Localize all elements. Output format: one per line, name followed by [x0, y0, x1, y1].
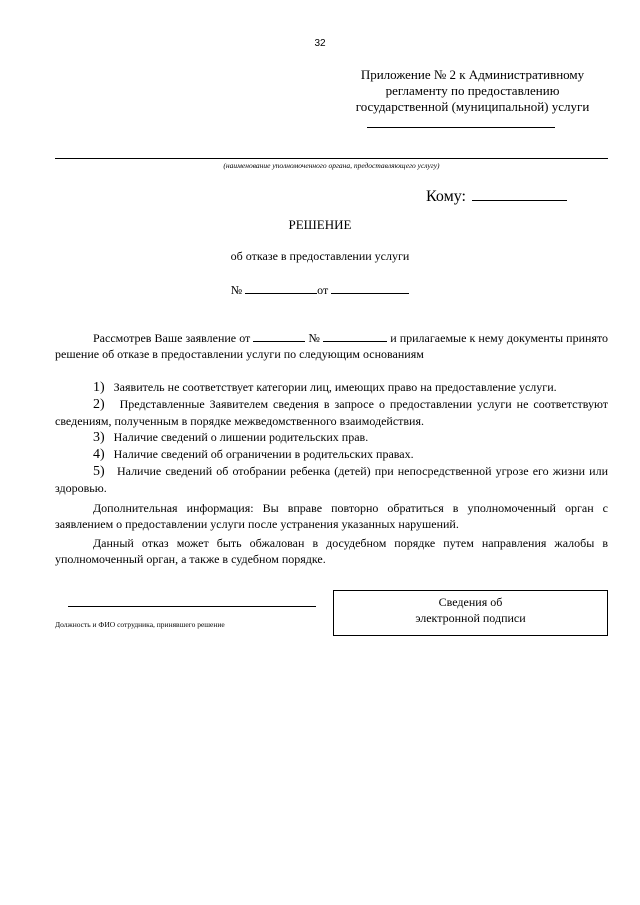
application-number-blank — [323, 329, 387, 342]
electronic-signature-box — [333, 590, 608, 636]
document-title: РЕШЕНИЕ — [288, 217, 352, 232]
org-name-caption: (наименование уполномоченного органа, предоставляющего услугу) — [223, 161, 440, 170]
decision-number-line — [0, 281, 640, 298]
recipient-field — [426, 186, 567, 206]
date-label: от — [317, 283, 329, 297]
intro-text-2: № — [308, 331, 321, 345]
appendix-underline — [367, 127, 555, 128]
esig-line-2: электронной подписи — [415, 611, 526, 625]
intro-text-1: Рассмотрев Ваше заявление от — [93, 331, 251, 345]
appeal-paragraph: Данный отказ может быть обжалован в досудебном порядке путем направления жалобы в уполномоченный орган, а также в судебном порядке. — [55, 536, 608, 566]
reason-item: 2) Представленные Заявителем сведения в запросе о предоставлении услуги не соответствуют сведениям, полученным в порядке межведомственного взаимодействия. — [55, 397, 608, 428]
recipient-blank — [472, 186, 567, 201]
document-subtitle: об отказе в предоставлении услуги — [230, 249, 410, 263]
intro-paragraph — [55, 329, 608, 362]
appendix-line-3: государственной (муниципальной) услуги — [355, 99, 590, 114]
page-number: 32 — [314, 38, 326, 49]
appendix-header — [350, 67, 595, 115]
additional-info-paragraph: Дополнительная информация: Вы вправе повторно обратиться в уполномоченный орган с заявлением о предоставлении услуги после устранения указанных нарушений. — [55, 501, 608, 531]
appendix-line-1: Приложение № 2 к Административному — [360, 67, 585, 82]
number-label: № — [230, 283, 243, 297]
appendix-line-2: регламенту по предоставлению — [385, 83, 560, 98]
date-blank — [331, 281, 409, 294]
signature-line — [68, 606, 316, 607]
org-name-line — [55, 158, 608, 159]
reason-item: 5) Наличие сведений об отобрании ребенка (детей) при непосредственной угрозе его жизни или здоровью. — [55, 464, 608, 495]
intro-text-3: и прилагаемые к нему документы принято решение об отказе в предоставлении услуги по следующим основаниям — [55, 331, 609, 361]
recipient-label: Кому: — [426, 188, 466, 205]
reason-item: 3) Наличие сведений о лишении родительских прав. — [93, 430, 369, 445]
reason-item: 1) Заявитель не соответствует категории лиц, имеющих право на предоставление услуги. — [93, 380, 557, 395]
number-blank — [245, 281, 317, 294]
application-date-blank — [253, 329, 305, 342]
signature-caption: Должность и ФИО сотрудника, принявшего решение — [55, 620, 225, 629]
esig-line-1: Сведения об — [438, 595, 503, 609]
reason-item: 4) Наличие сведений об ограничении в родительских правах. — [93, 447, 414, 462]
